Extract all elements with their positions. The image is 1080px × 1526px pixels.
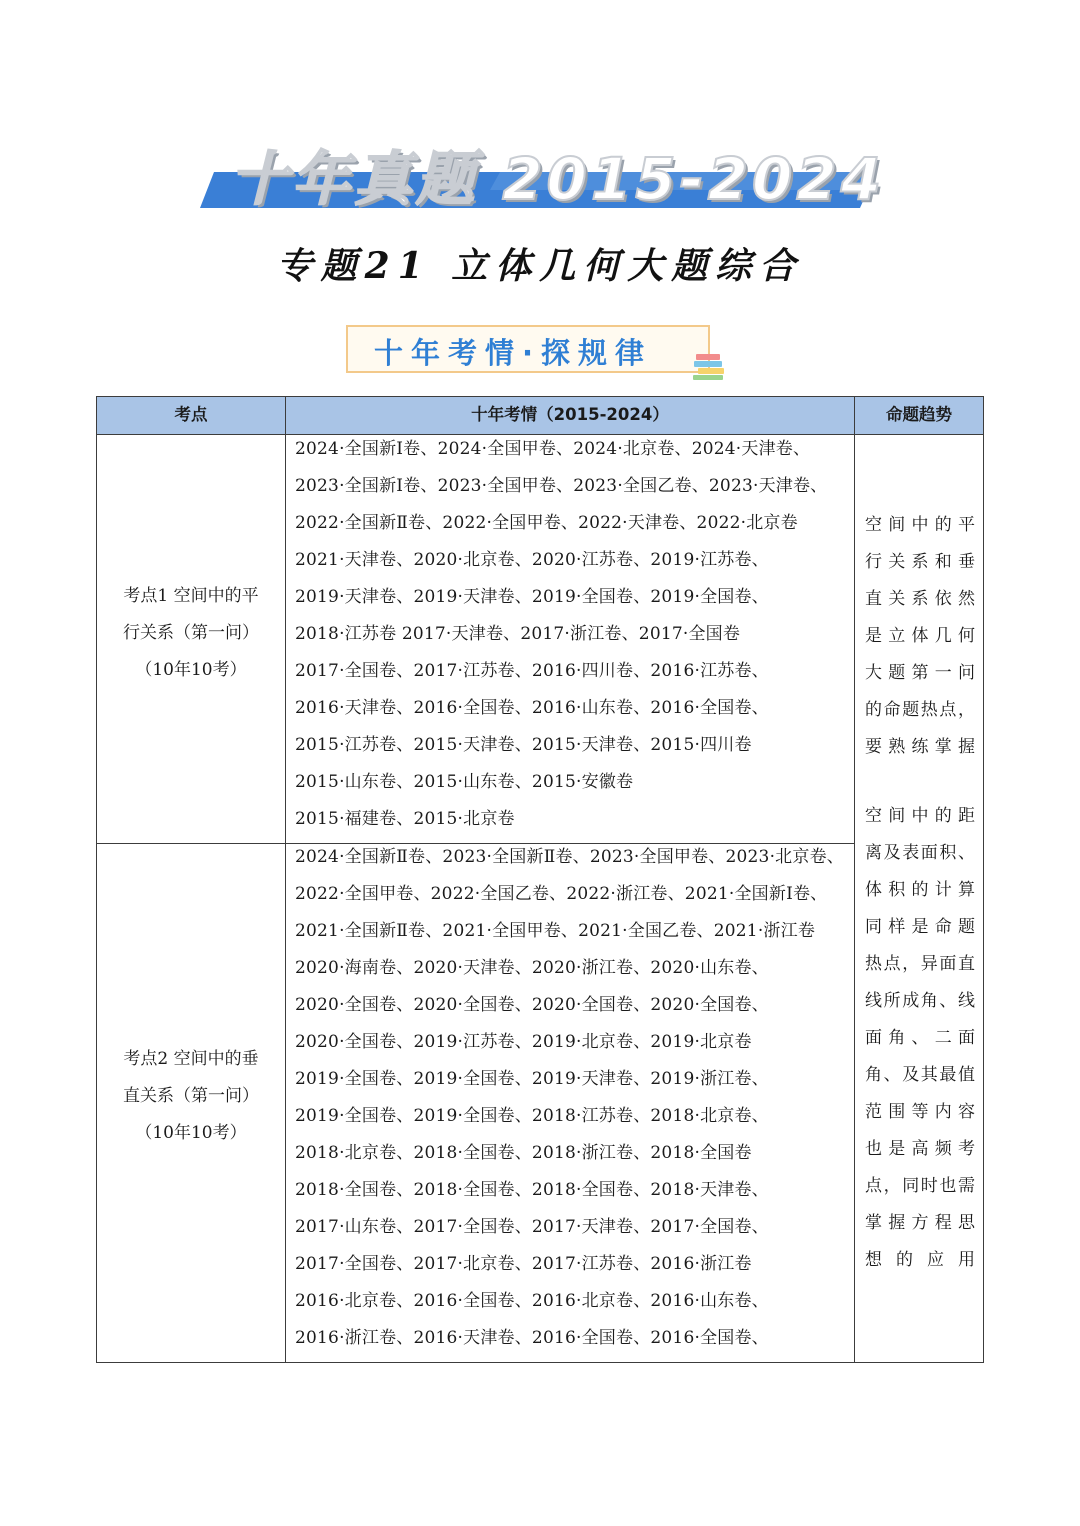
history-line: 2017·山东卷、2017·全国卷、2017·天津卷、2017·全国卷、 — [295, 1217, 769, 1237]
header-cell-trend: 命题趋势 — [855, 397, 983, 435]
trend-line: 的命题热点， — [865, 700, 975, 720]
history-line: 2019·全国卷、2019·全国卷、2018·江苏卷、2018·北京卷、 — [295, 1106, 769, 1126]
trend-line: 热点，异面直 — [865, 954, 975, 974]
point-1-cell — [97, 578, 285, 689]
books-icon — [692, 350, 730, 382]
history-line: 2016·浙江卷、2016·天津卷、2016·全国卷、2016·全国卷、 — [295, 1328, 769, 1348]
trend-line: 范围等内容 — [865, 1102, 975, 1122]
trend-line: 离及表面积、 — [865, 843, 975, 863]
trend-line: 是立体几何 — [865, 626, 975, 646]
topic-title: 专题21 立体几何大题综合 — [276, 245, 804, 287]
history-line: 2022·全国甲卷、2022·全国乙卷、2022·浙江卷、2021·全国新Ⅰ卷、 — [295, 884, 828, 904]
trend-line: 同样是命题 — [865, 917, 975, 937]
history-line: 2016·天津卷、2016·全国卷、2016·山东卷、2016·全国卷、 — [295, 698, 769, 718]
point-2-line: 考点2 空间中的垂 — [123, 1049, 259, 1069]
history-line: 2015·江苏卷、2015·天津卷、2015·天津卷、2015·四川卷 — [295, 735, 752, 755]
trend-line: 角、及其最值 — [865, 1065, 975, 1085]
exam-table — [96, 396, 984, 1363]
point-2-line: （10年10考） — [135, 1123, 247, 1143]
history-line: 2018·江苏卷 2017·天津卷、2017·浙江卷、2017·全国卷 — [295, 624, 741, 644]
history-line: 2022·全国新Ⅱ卷、2022·全国甲卷、2022·天津卷、2022·北京卷 — [295, 513, 798, 533]
history-line: 2023·全国新Ⅰ卷、2023·全国甲卷、2023·全国乙卷、2023·天津卷、 — [295, 476, 828, 496]
trend-line: 要熟练掌握 — [865, 737, 975, 757]
point-2-cell — [97, 1041, 285, 1152]
history-line: 2019·全国卷、2019·全国卷、2019·天津卷、2019·浙江卷、 — [295, 1069, 769, 1089]
history-line: 2021·全国新Ⅱ卷、2021·全国甲卷、2021·全国乙卷、2021·浙江卷 — [295, 921, 816, 941]
history-line: 2016·北京卷、2016·全国卷、2016·北京卷、2016·山东卷、 — [295, 1291, 769, 1311]
trend-line: 体积的计算 — [865, 880, 975, 900]
point-1-line: （10年10考） — [135, 660, 247, 680]
history-line: 2020·全国卷、2019·江苏卷、2019·北京卷、2019·北京卷 — [295, 1032, 752, 1052]
trend-text — [865, 507, 975, 1279]
trend-line: 线所成角、线 — [865, 991, 975, 1011]
history-list-1 — [295, 431, 855, 838]
history-line: 2015·福建卷、2015·北京卷 — [295, 809, 515, 829]
section-badge — [346, 325, 710, 373]
banner-title: 十年真题 2015-2024 — [230, 145, 886, 213]
trend-line: 掌握方程思 — [865, 1213, 975, 1233]
history-list-2 — [295, 839, 855, 1357]
history-line: 2019·天津卷、2019·天津卷、2019·全国卷、2019·全国卷、 — [295, 587, 769, 607]
header-cell-history: 十年考情（2015-2024） — [285, 397, 855, 435]
trend-line: 面角、二面 — [865, 1028, 975, 1048]
point-1-line: 考点1 空间中的平 — [123, 586, 259, 606]
header-cell-point: 考点 — [97, 397, 285, 435]
history-line: 2020·全国卷、2020·全国卷、2020·全国卷、2020·全国卷、 — [295, 995, 769, 1015]
section-badge-label: 十年考情·探规律 — [373, 336, 653, 370]
history-line: 2015·山东卷、2015·山东卷、2015·安徽卷 — [295, 772, 634, 792]
trend-line: 想的应用 — [865, 1250, 975, 1270]
trend-line: 行关系和垂 — [865, 552, 975, 572]
history-line: 2018·北京卷、2018·全国卷、2018·浙江卷、2018·全国卷 — [295, 1143, 752, 1163]
trend-line: 也是高频考 — [865, 1139, 975, 1159]
history-line: 2020·海南卷、2020·天津卷、2020·浙江卷、2020·山东卷、 — [295, 958, 769, 978]
point-1-line: 行关系（第一问） — [123, 623, 259, 643]
history-line: 2021·天津卷、2020·北京卷、2020·江苏卷、2019·江苏卷、 — [295, 550, 769, 570]
history-line: 2018·全国卷、2018·全国卷、2018·全国卷、2018·天津卷、 — [295, 1180, 769, 1200]
history-line: 2017·全国卷、2017·北京卷、2017·江苏卷、2016·浙江卷 — [295, 1254, 752, 1274]
trend-line: 直关系依然 — [865, 589, 975, 609]
point-2-line: 直关系（第一问） — [123, 1086, 259, 1106]
column-divider — [285, 397, 286, 1362]
trend-gap — [865, 766, 975, 798]
trend-line: 空间中的平 — [865, 515, 975, 535]
history-line: 2017·全国卷、2017·江苏卷、2016·四川卷、2016·江苏卷、 — [295, 661, 769, 681]
history-line: 2024·全国新Ⅱ卷、2023·全国新Ⅱ卷、2023·全国甲卷、2023·北京卷、 — [295, 847, 844, 867]
history-line: 2024·全国新Ⅰ卷、2024·全国甲卷、2024·北京卷、2024·天津卷、 — [295, 439, 811, 459]
trend-line: 空间中的距 — [865, 806, 975, 826]
trend-line: 点，同时也需 — [865, 1176, 975, 1196]
title-banner — [200, 128, 886, 213]
trend-line: 大题第一问 — [865, 663, 975, 683]
